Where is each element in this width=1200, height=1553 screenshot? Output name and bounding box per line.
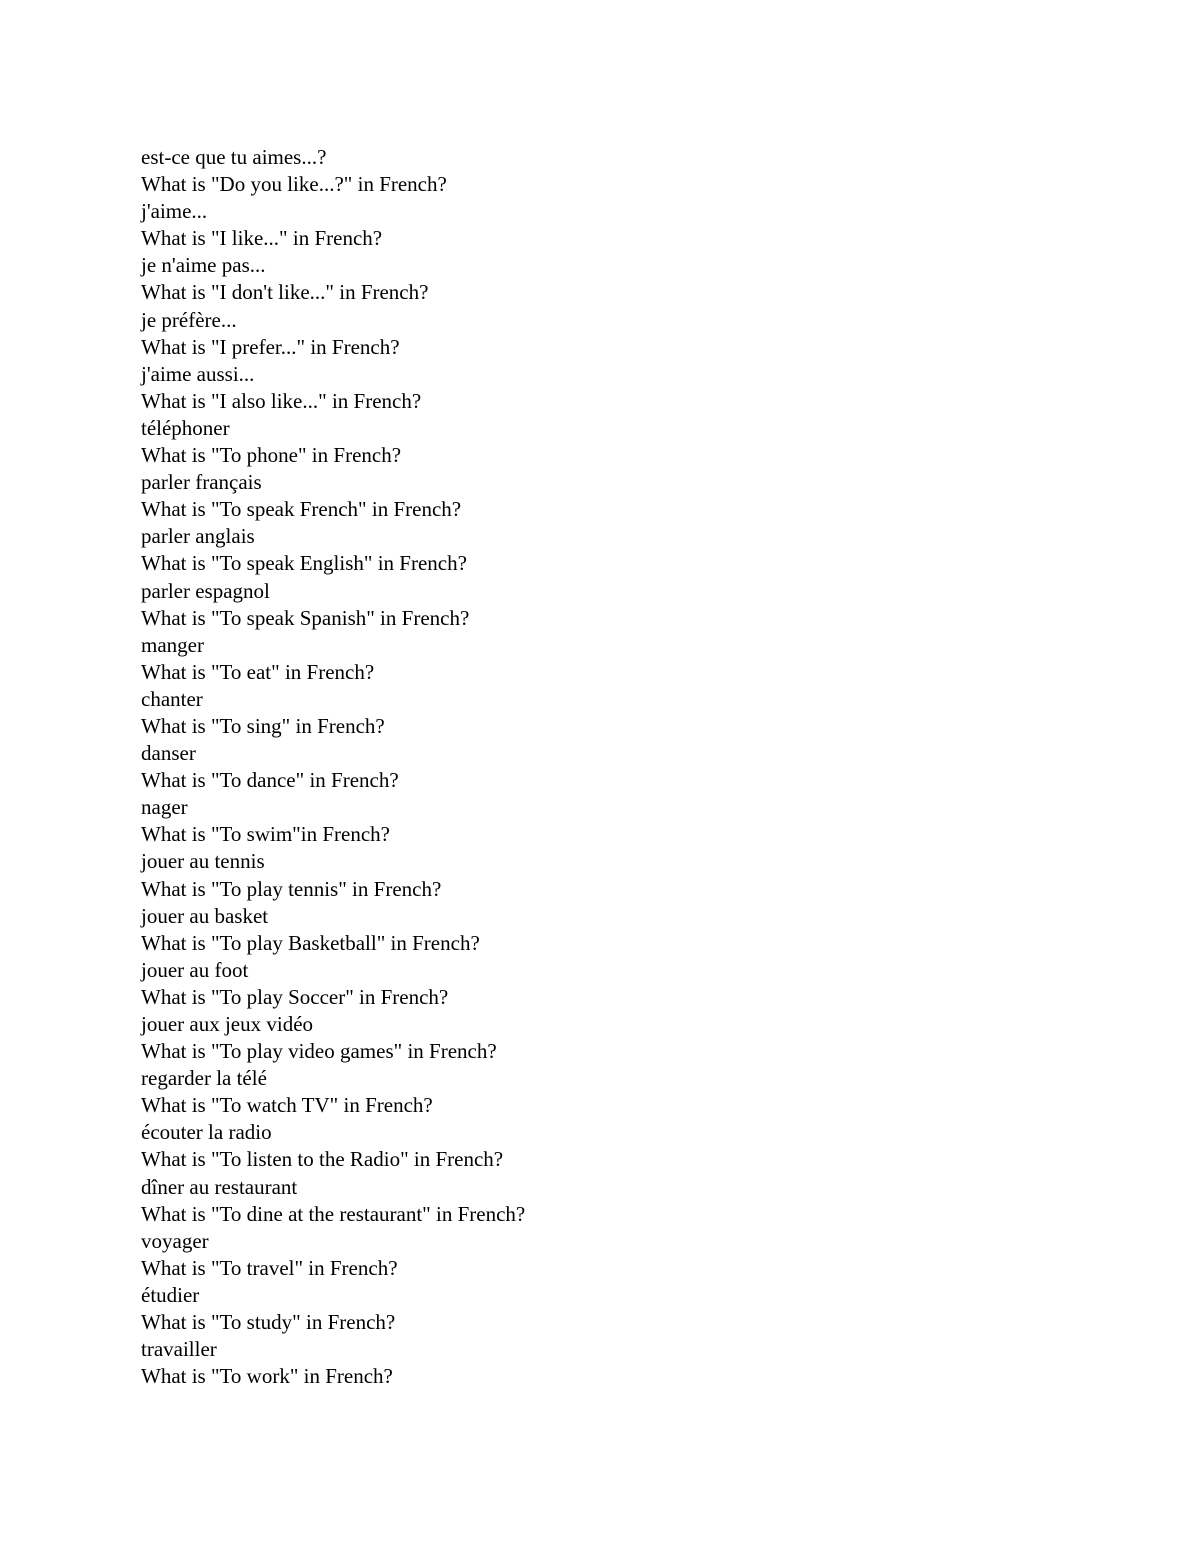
question-text: What is "To dance" in French? — [141, 768, 399, 793]
flashcard-list — [141, 144, 1141, 1390]
question-text: What is "To speak French" in French? — [141, 497, 462, 522]
question-text: What is "To swim"in French? — [141, 822, 390, 847]
term-text: je n'aime pas... — [141, 253, 266, 278]
question-text: What is "To phone" in French? — [141, 443, 402, 468]
question-text: What is "To play tennis" in French? — [141, 876, 442, 901]
question-text: What is "To play video games" in French? — [141, 1039, 497, 1064]
question-text: What is "To dine at the restaurant" in French? — [141, 1201, 526, 1226]
term-text: est-ce que tu aimes...? — [141, 145, 327, 169]
term-text: étudier — [141, 1282, 200, 1307]
term-text: écouter la radio — [141, 1120, 272, 1145]
term-text: téléphoner — [141, 415, 230, 440]
question-text: What is "To study" in French? — [141, 1310, 396, 1335]
question-text: What is "I don't like..." in French? — [141, 280, 429, 305]
term-text: je préfère... — [141, 307, 237, 332]
question-text: What is "To listen to the Radio" in French? — [141, 1147, 504, 1172]
question-text: What is "To travel" in French? — [141, 1255, 398, 1280]
term-text: parler anglais — [141, 524, 255, 549]
term-text: jouer au basket — [141, 903, 269, 928]
term-text: danser — [141, 741, 196, 766]
term-text: nager — [141, 795, 188, 820]
term-text: jouer au foot — [141, 957, 249, 982]
question-text: What is "To speak English" in French? — [141, 551, 467, 576]
term-text: j'aime... — [141, 199, 208, 224]
term-text: parler français — [141, 470, 262, 495]
term-text: manger — [141, 632, 204, 657]
term-text: j'aime aussi... — [141, 361, 255, 386]
question-text: What is "To eat" in French? — [141, 659, 375, 684]
term-text: travailler — [141, 1337, 217, 1362]
term-text: dîner au restaurant — [141, 1174, 298, 1199]
term-text: voyager — [141, 1228, 209, 1253]
question-text: What is "To sing" in French? — [141, 713, 385, 738]
question-text: What is "To play Soccer" in French? — [141, 984, 449, 1009]
question-text: What is "I also like..." in French? — [141, 388, 422, 413]
question-text: What is "I prefer..." in French? — [141, 334, 400, 359]
question-text: What is "To speak Spanish" in French? — [141, 605, 470, 630]
question-text: What is "Do you like...?" in French? — [141, 172, 447, 197]
question-text: What is "To play Basketball" in French? — [141, 930, 480, 955]
term-text: chanter — [141, 686, 203, 711]
question-text: What is "To watch TV" in French? — [141, 1093, 433, 1118]
term-text: parler espagnol — [141, 578, 270, 603]
question-text: What is "To work" in French? — [141, 1364, 393, 1389]
question-text: What is "I like..." in French? — [141, 226, 383, 251]
term-text: jouer aux jeux vidéo — [141, 1012, 314, 1036]
term-text: jouer au tennis — [141, 849, 265, 874]
term-text: regarder la télé — [141, 1066, 267, 1091]
